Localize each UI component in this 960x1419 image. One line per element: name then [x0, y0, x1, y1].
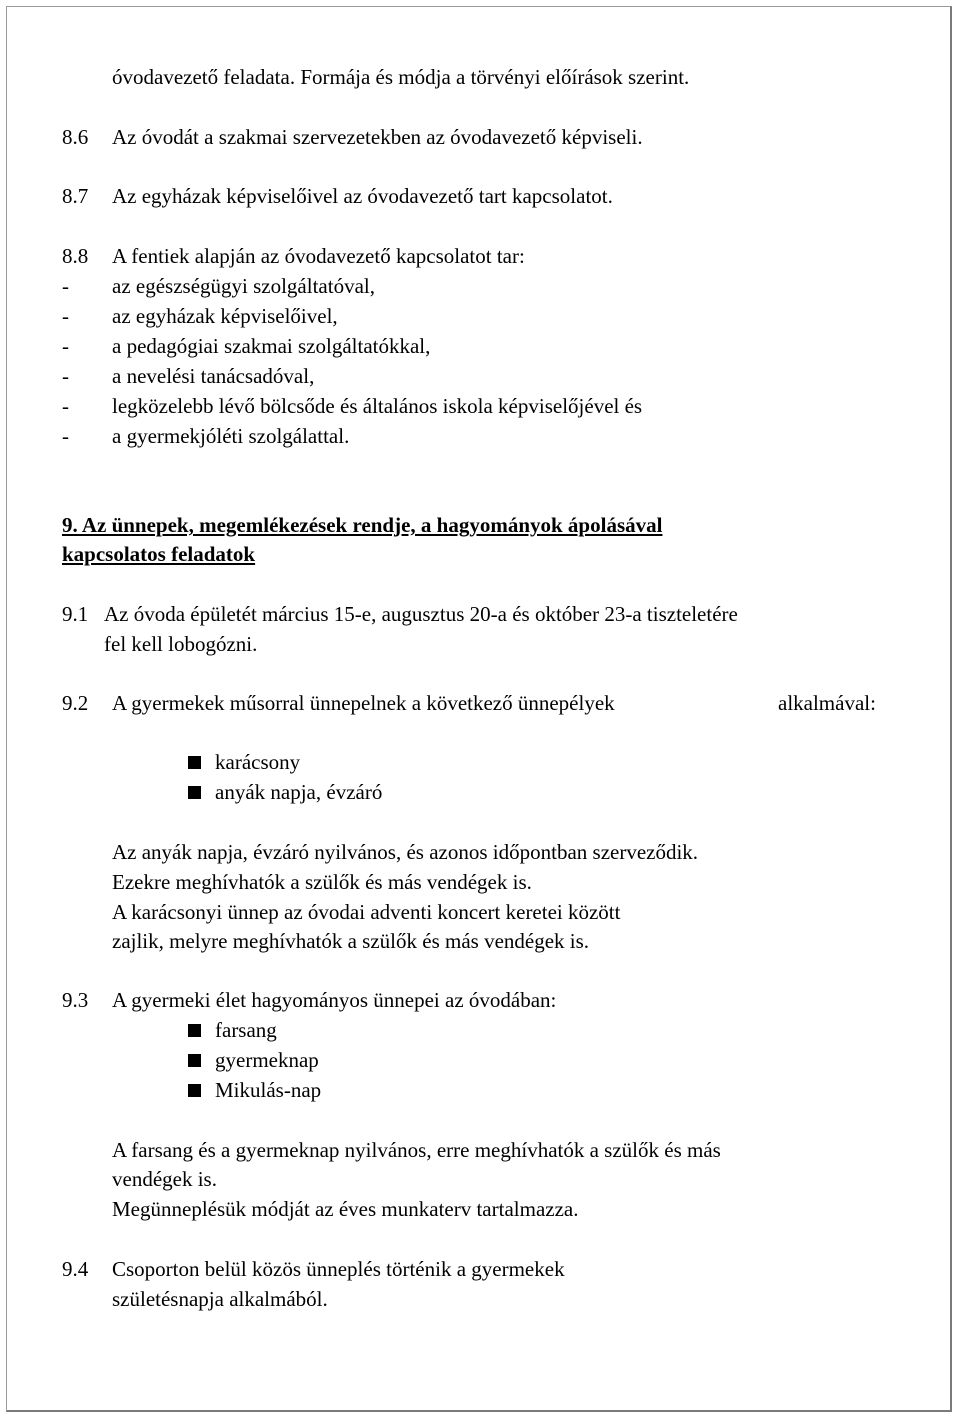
paragraph-line: zajlik, melyre meghívhatók a szülők és más vendégek is.: [112, 929, 590, 953]
paragraph-line: A karácsonyi ünnep az óvodai adventi koncert keretei között: [112, 900, 621, 924]
item-8-8-number: 8.8: [62, 244, 89, 268]
item-8-6-text: Az óvodát a szakmai szervezetekben az óvodavezető képviseli.: [112, 125, 643, 149]
bullet-item: [188, 750, 300, 774]
item-9-3-number: 9.3: [62, 988, 89, 1012]
square-bullet-icon: [188, 786, 201, 799]
item-8-8-text: A fentiek alapján az óvodavezető kapcsolatot tar:: [112, 244, 525, 268]
bullet-label: anyák napja, évzáró: [215, 780, 383, 804]
item-9-2-text: A gyermekek műsorral ünnepelnek a következő ünnepélyek: [112, 691, 615, 715]
paragraph-line: Az anyák napja, évzáró nyilvános, és azonos időpontban szerveződik.: [112, 840, 699, 864]
square-bullet-icon: [188, 1084, 201, 1097]
item-9-4-line-1: Csoporton belül közös ünneplés történik a gyermekek: [112, 1257, 565, 1281]
list-item: az egészségügyi szolgáltatóval,: [112, 274, 375, 298]
square-bullet-icon: [188, 756, 201, 769]
item-9-2-number: 9.2: [62, 691, 89, 715]
paragraph-line: Megünneplésük módját az éves munkaterv tartalmazza.: [112, 1197, 579, 1221]
square-bullet-icon: [188, 1024, 201, 1037]
intro-line: óvodavezető feladata. Formája és módja a törvényi előírások szerint.: [112, 65, 690, 89]
item-9-1-line-1: Az óvoda épületét március 15-e, augusztus 20-a és október 23-a tiszteletére: [104, 602, 738, 626]
bullet-item: [188, 780, 382, 804]
list-marker: -: [62, 394, 69, 418]
list-marker: -: [62, 304, 69, 328]
list-item: a pedagógiai szakmai szolgáltatókkal,: [112, 334, 431, 358]
list-item: legközelebb lévő bölcsőde és általános iskola képviselőjével és: [112, 394, 643, 418]
bullet-item: [188, 1078, 321, 1102]
square-bullet-icon: [188, 1054, 201, 1067]
bullet-item: [188, 1048, 319, 1072]
paragraph-line: Ezekre meghívhatók a szülők és más vendégek is.: [112, 870, 532, 894]
bullet-label: karácsony: [215, 750, 301, 774]
paragraph-line: A farsang és a gyermeknap nyilvános, erre meghívhatók a szülők és más: [112, 1138, 721, 1162]
list-item: a nevelési tanácsadóval,: [112, 364, 315, 388]
list-marker: -: [62, 364, 69, 388]
section-heading-line-1: 9. Az ünnepek, megemlékezések rendje, a hagyományok ápolásával: [62, 513, 663, 537]
bullet-label: gyermeknap: [215, 1048, 319, 1072]
bullet-label: farsang: [215, 1018, 277, 1042]
item-8-7-number: 8.7: [62, 184, 89, 208]
list-item: az egyházak képviselőivel,: [112, 304, 338, 328]
item-8-6-number: 8.6: [62, 125, 89, 149]
item-8-7-text: Az egyházak képviselőivel az óvodavezető tart kapcsolatot.: [112, 184, 613, 208]
list-marker: -: [62, 334, 69, 358]
item-9-4-line-2: születésnapja alkalmából.: [112, 1287, 328, 1311]
item-9-1-number: 9.1: [62, 602, 89, 626]
list-marker: -: [62, 424, 69, 448]
item-9-4-number: 9.4: [62, 1257, 89, 1281]
list-item: a gyermekjóléti szolgálattal.: [112, 424, 350, 448]
bullet-label: Mikulás-nap: [215, 1078, 322, 1102]
section-heading-line-2: kapcsolatos feladatok: [62, 542, 256, 566]
bullet-item: [188, 1018, 277, 1042]
item-9-3-text: A gyermeki élet hagyományos ünnepei az óvodában:: [112, 988, 557, 1012]
item-9-2-text-end: alkalmával:: [778, 691, 876, 715]
item-9-1-line-2: fel kell lobogózni.: [104, 632, 258, 656]
paragraph-line: vendégek is.: [112, 1167, 217, 1191]
list-marker: -: [62, 274, 69, 298]
